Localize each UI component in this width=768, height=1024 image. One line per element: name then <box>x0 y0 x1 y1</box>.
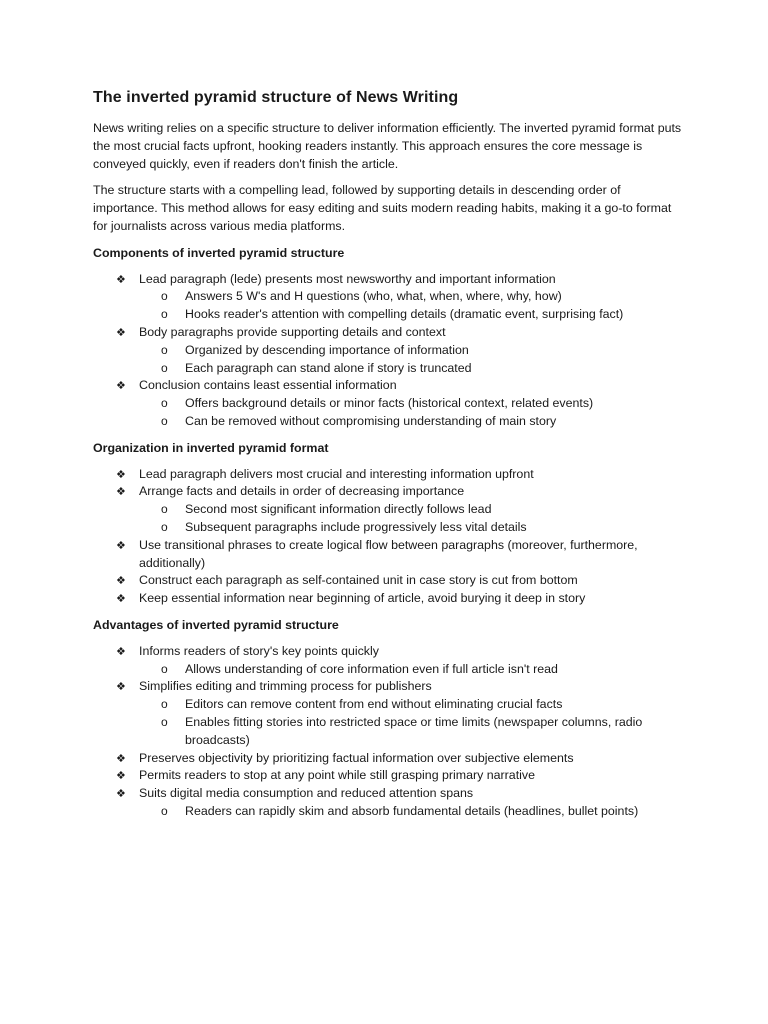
diamond-bullet-icon: ❖ <box>116 485 126 499</box>
list-item <box>93 537 683 573</box>
circle-bullet-icon: o <box>161 502 168 517</box>
list-item-text: Permits readers to stop at any point while still grasping primary narrative <box>139 768 535 783</box>
circle-bullet-icon: o <box>161 697 168 712</box>
sub-list-item-text: Each paragraph can stand alone if story is truncated <box>185 360 472 375</box>
document-page <box>93 86 683 830</box>
sub-list-item <box>139 696 683 714</box>
sub-list-item-text: Enables fitting stories into restricted space or time limits (newspaper columns, radio broadcasts) <box>185 714 643 747</box>
sub-bullet-list <box>139 803 683 821</box>
sub-list-item-text: Offers background details or minor facts (historical context, related events) <box>185 396 594 411</box>
sub-list-item <box>139 661 683 679</box>
list-item-text: Body paragraphs provide supporting details and context <box>139 324 446 339</box>
list-item-text: Lead paragraph (lede) presents most newsworthy and important information <box>139 271 556 286</box>
sub-list-item-text: Subsequent paragraphs include progressively less vital details <box>185 519 527 534</box>
list-item <box>93 271 683 324</box>
list-item-text: Conclusion contains least essential information <box>139 378 397 393</box>
list-item <box>93 785 683 821</box>
circle-bullet-icon: o <box>161 342 168 357</box>
list-item-text: Keep essential information near beginning of article, avoid burying it deep in story <box>139 591 586 606</box>
list-item <box>93 377 683 430</box>
sub-list-item-text: Answers 5 W's and H questions (who, what, when, where, why, how) <box>185 289 562 304</box>
circle-bullet-icon: o <box>161 519 168 534</box>
list-item <box>93 678 683 749</box>
list-item <box>93 572 683 590</box>
sub-bullet-list <box>139 661 683 679</box>
list-item <box>93 767 683 785</box>
list-item <box>93 590 683 608</box>
list-item <box>93 750 683 768</box>
diamond-bullet-icon: ❖ <box>116 769 126 783</box>
sub-list-item-text: Readers can rapidly skim and absorb fundamental details (headlines, bullet points) <box>185 803 639 818</box>
circle-bullet-icon: o <box>161 714 168 729</box>
sub-list-item <box>139 803 683 821</box>
sub-list-item <box>139 501 683 519</box>
bullet-list <box>93 643 683 821</box>
bullet-list <box>93 466 683 608</box>
list-item-text: Lead paragraph delivers most crucial and interesting information upfront <box>139 466 534 481</box>
diamond-bullet-icon: ❖ <box>116 272 126 286</box>
section-heading: Organization in inverted pyramid format <box>93 440 329 455</box>
diamond-bullet-icon: ❖ <box>116 751 126 765</box>
circle-bullet-icon: o <box>161 289 168 304</box>
diamond-bullet-icon: ❖ <box>116 379 126 393</box>
sub-bullet-list <box>139 288 683 324</box>
sub-list-item-text: Allows understanding of core information even if full article isn't read <box>185 661 558 676</box>
diamond-bullet-icon: ❖ <box>116 787 126 801</box>
intro-paragraph-2: The structure starts with a compelling lead, followed by supporting details in descending order of importance. This method allows for easy editing and suits modern reading habits, making it a go-to format for journalists across various media platforms. <box>93 183 672 233</box>
diamond-bullet-icon: ❖ <box>116 467 126 481</box>
sub-list-item-text: Second most significant information directly follows lead <box>185 502 492 517</box>
diamond-bullet-icon: ❖ <box>116 592 126 606</box>
sub-list-item <box>139 306 683 324</box>
intro-paragraph-1: News writing relies on a specific structure to deliver information efficiently. The inverted pyramid format puts the most crucial facts upfront, hooking readers instantly. This approach ensures the core message is conveyed quickly, even if readers don't finish the article. <box>93 121 682 171</box>
section-heading: Components of inverted pyramid structure <box>93 245 345 260</box>
list-item-text: Informs readers of story's key points quickly <box>139 643 379 658</box>
sub-list-item-text: Can be removed without compromising understanding of main story <box>185 413 557 428</box>
section-heading: Advantages of inverted pyramid structure <box>93 617 339 632</box>
list-item-text: Use transitional phrases to create logical flow between paragraphs (moreover, furthermore, additionally) <box>139 537 638 570</box>
circle-bullet-icon: o <box>161 307 168 322</box>
circle-bullet-icon: o <box>161 360 168 375</box>
bullet-list <box>93 271 683 431</box>
sub-list-item <box>139 413 683 431</box>
list-item <box>93 483 683 536</box>
sub-list-item <box>139 714 683 750</box>
list-item-text: Arrange facts and details in order of decreasing importance <box>139 484 465 499</box>
sub-list-item <box>139 342 683 360</box>
circle-bullet-icon: o <box>161 396 168 411</box>
sub-list-item-text: Hooks reader's attention with compelling details (dramatic event, surprising fact) <box>185 307 624 322</box>
list-item <box>93 643 683 679</box>
diamond-bullet-icon: ❖ <box>116 574 126 588</box>
list-item <box>93 466 683 484</box>
sections-container <box>93 245 683 821</box>
diamond-bullet-icon: ❖ <box>116 325 126 339</box>
sub-list-item <box>139 395 683 413</box>
sub-bullet-list <box>139 501 683 537</box>
diamond-bullet-icon: ❖ <box>116 680 126 694</box>
sub-list-item <box>139 360 683 378</box>
list-item-text: Suits digital media consumption and reduced attention spans <box>139 786 474 801</box>
sub-list-item <box>139 519 683 537</box>
circle-bullet-icon: o <box>161 413 168 428</box>
list-item-text: Simplifies editing and trimming process for publishers <box>139 679 432 694</box>
sub-list-item-text: Organized by descending importance of information <box>185 342 469 357</box>
list-item-text: Construct each paragraph as self-contained unit in case story is cut from bottom <box>139 573 578 588</box>
sub-list-item-text: Editors can remove content from end without eliminating crucial facts <box>185 697 563 712</box>
list-item-text: Preserves objectivity by prioritizing factual information over subjective elements <box>139 750 574 765</box>
document-title: The inverted pyramid structure of News Writing <box>93 89 459 106</box>
sub-bullet-list <box>139 696 683 749</box>
list-item <box>93 324 683 377</box>
circle-bullet-icon: o <box>161 803 168 818</box>
sub-bullet-list <box>139 395 683 431</box>
diamond-bullet-icon: ❖ <box>116 538 126 552</box>
sub-bullet-list <box>139 342 683 378</box>
sub-list-item <box>139 288 683 306</box>
diamond-bullet-icon: ❖ <box>116 644 126 658</box>
circle-bullet-icon: o <box>161 661 168 676</box>
